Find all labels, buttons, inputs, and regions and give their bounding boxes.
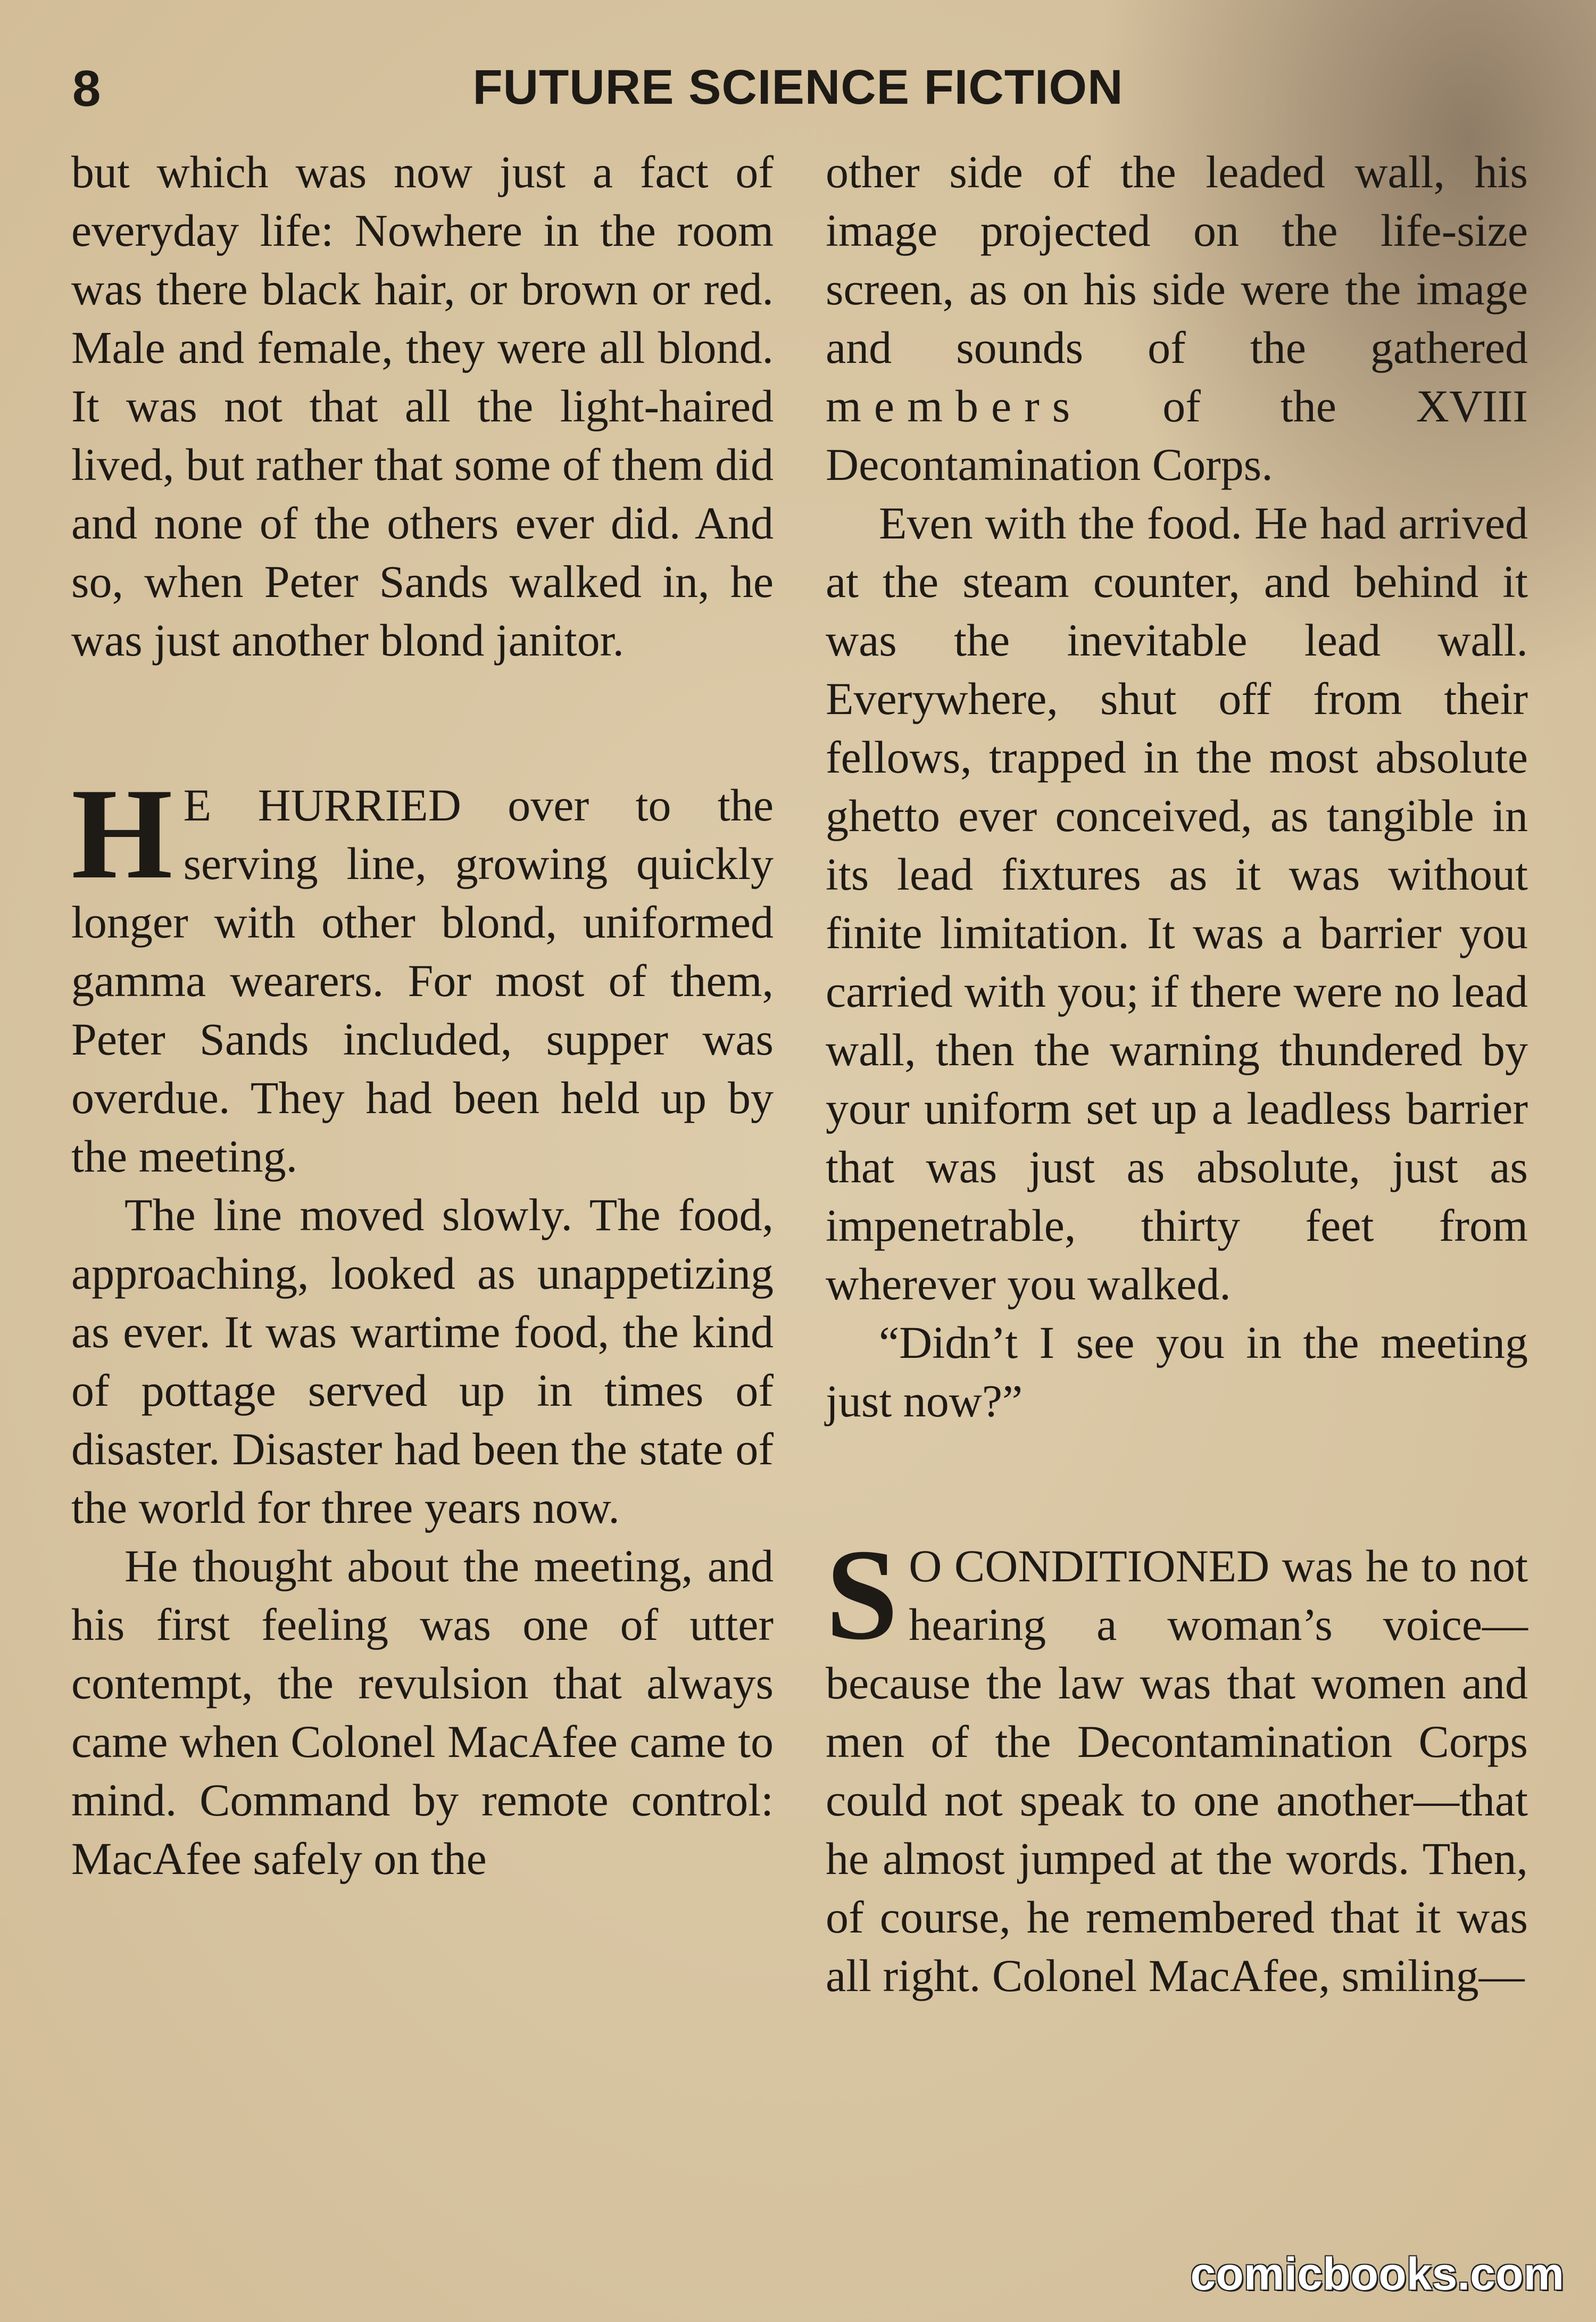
drop-cap: H (71, 761, 173, 906)
page-number: 8 (72, 60, 101, 117)
watermark: comicbooks.com (1190, 2249, 1564, 2300)
paragraph: The line moved slowly. The food, approaching, looked as unappetizing as ever. It was wartime food, the kind of pottage served up in times of disaster. Disaster had been the state of the world for three years now. (71, 1189, 774, 1533)
left-column (71, 143, 774, 1888)
drop-cap: S (826, 1522, 899, 1666)
paragraph-text: of the XVIII Decontamination Corps. (826, 380, 1528, 490)
paragraph-text: E HURRIED over to the serving line, growing quickly longer with other blond, uniformed gamma wearers. For most of them, Peter Sands included, supper was overdue. They had been held up by the meeting. (71, 779, 774, 1182)
paragraph-with-dropcap (826, 1522, 1528, 2005)
dialogue-paragraph: “Didn’t I see you in the meeting just now?” (826, 1317, 1528, 1427)
paragraph-with-dropcap (71, 761, 774, 1185)
spaced-word: members (826, 380, 1083, 432)
paragraph: He thought about the meeting, and his first feeling was one of utter contempt, the revulsion that always came when Colonel MacAfee came to mind. Command by remote control: MacAfee safely on the (71, 1540, 774, 1884)
paragraph: Even with the food. He had arrived at the steam counter, and behind it was the inevitable lead wall. Everywhere, shut off from their fellows, trapped in the most absolute ghetto ever conceived, as tangible in its lead fixtures as it was without finite limitation. It was a barrier you carried with you; if there were no lead wall, then the warning thundered by your uniform set up a leadless barrier that was just as absolute, just as impenetrable, thirty feet from wherever you walked. (826, 497, 1528, 1309)
magazine-title: FUTURE SCIENCE FICTION (472, 60, 1124, 114)
paragraph-text: other side of the leaded wall, his image projected on the life-size screen, as on his side were the image and sounds of the gathered (826, 146, 1528, 373)
page-header (69, 60, 1527, 118)
paragraph: but which was now just a fact of everyday life: Nowhere in the room was there black hair, or brown or red. Male and female, they were all blond. It was not that all the light-haired lived, but rather that some of them did and none of the others ever did. And so, when Peter Sands walked in, he was just another blond janitor. (71, 146, 774, 666)
paragraph (826, 143, 1528, 494)
right-column (826, 143, 1528, 2005)
paragraph-text: O CONDITIONED was he to not hearing a woman’s voice—because the law was that women and men of the Decontamination Corps could not speak to one another—that he almost jumped at the words. Then, of course, he remembered that it was all right. Colonel MacAfee, smiling— (826, 1540, 1528, 2001)
